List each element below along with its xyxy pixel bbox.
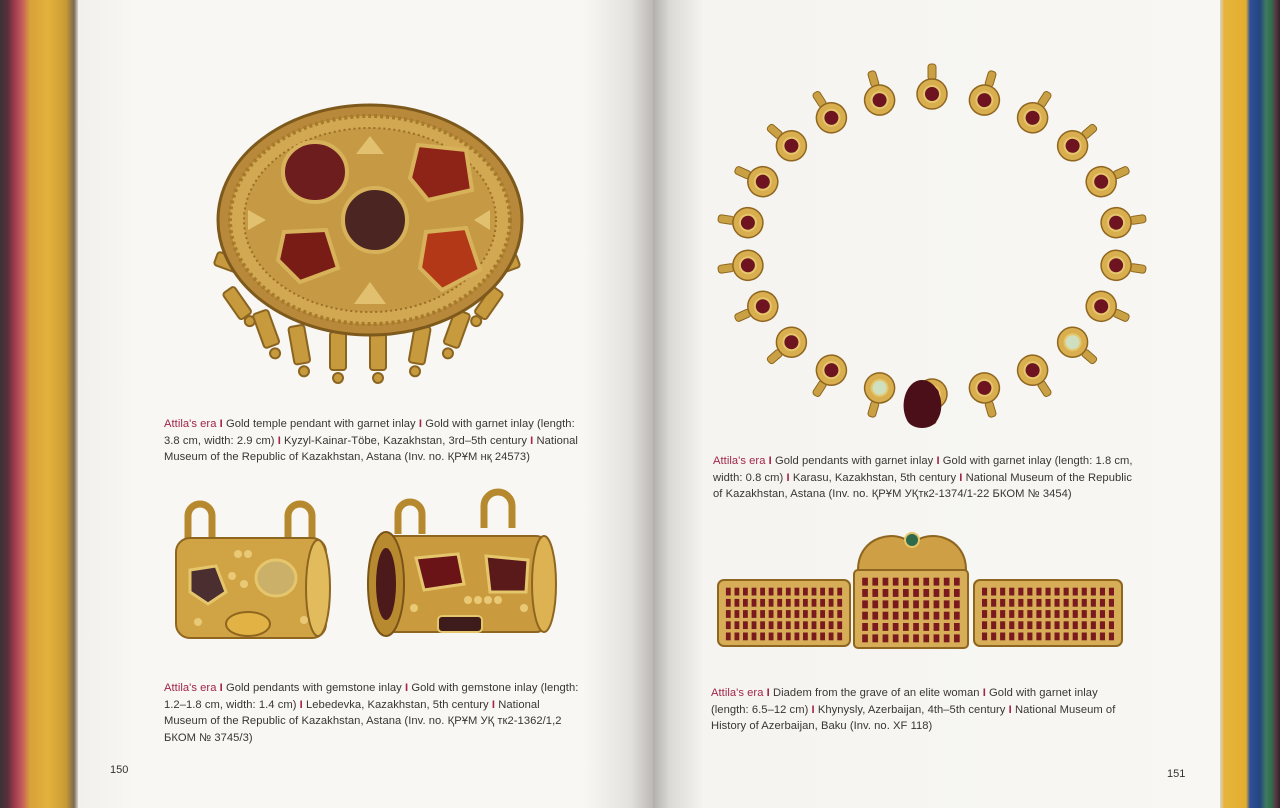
diadem-cell — [903, 623, 909, 631]
diadem-cell — [1000, 588, 1005, 596]
diadem-cell — [812, 621, 817, 629]
diadem-cell — [1027, 599, 1032, 607]
item-museum: National Museum of History of Azerbaijan, Baku (Inv. no. XF 118) — [711, 703, 1116, 732]
garnet-pendant — [716, 248, 765, 284]
diadem-cell — [829, 621, 834, 629]
diadem-cell — [991, 621, 996, 629]
diadem-cell — [944, 634, 950, 642]
era-label: Attila's era — [164, 418, 217, 430]
diadem-cell — [1000, 610, 1005, 618]
diadem-cell — [820, 633, 825, 641]
diadem-cell — [1064, 633, 1069, 641]
diadem-cell — [777, 621, 782, 629]
diadem-cell — [1082, 599, 1087, 607]
diadem-cell — [795, 633, 800, 641]
diadem-cell — [1046, 633, 1051, 641]
item-material: Gold with garnet inlay (length: 6.5–12 cm) — [711, 687, 1098, 716]
diadem-cell — [934, 600, 940, 608]
diadem-cell — [735, 610, 740, 618]
diadem-cell — [726, 633, 731, 641]
diadem-cell — [982, 588, 987, 596]
diadem-image — [716, 526, 1126, 656]
diadem-cell — [837, 621, 842, 629]
diadem-cell — [1000, 599, 1005, 607]
diadem-cell — [923, 589, 929, 597]
diadem-cell — [1027, 621, 1032, 629]
diadem-cell — [1100, 599, 1105, 607]
diadem-cell — [1055, 610, 1060, 618]
diadem-cell — [1009, 633, 1014, 641]
diadem-cell — [944, 612, 950, 620]
garnet-pendant — [1012, 84, 1062, 138]
garnet-pendant — [759, 321, 813, 373]
diadem-cell — [991, 610, 996, 618]
diadem-cell — [1091, 599, 1096, 607]
diadem-cell — [1018, 610, 1023, 618]
diadem-cell — [812, 610, 817, 618]
item-place: Khynysly, Azerbaijan, 4th–5th century — [817, 703, 1006, 716]
diadem-cell — [795, 610, 800, 618]
diadem-cell — [735, 599, 740, 607]
diadem-cell — [903, 600, 909, 608]
diadem-cell — [760, 610, 765, 618]
diadem-cell — [820, 599, 825, 607]
diadem-cell — [1064, 588, 1069, 596]
diadem-cell — [777, 588, 782, 596]
diadem-cell — [786, 588, 791, 596]
diadem-cell — [982, 599, 987, 607]
item-title: Gold pendants with gemstone inlay — [226, 682, 402, 694]
diadem-cell — [795, 621, 800, 629]
diadem-cell — [812, 599, 817, 607]
item-material: Gold with gemstone inlay (length: 1.2–1.8 cm, width: 1.4 cm) — [164, 682, 579, 711]
diadem-cell — [872, 589, 878, 597]
diadem-cell — [752, 599, 757, 607]
diadem-cell — [1000, 633, 1005, 641]
diadem-cell — [1100, 610, 1105, 618]
item-place: Kyzyl-Kainar-Töbe, Kazakhstan, 3rd–5th century — [284, 434, 527, 447]
diadem-cell — [837, 599, 842, 607]
diadem-cell — [726, 599, 731, 607]
diadem-cell — [872, 634, 878, 642]
diadem-cell — [795, 588, 800, 596]
diadem-cell — [982, 633, 987, 641]
diadem-cell — [883, 634, 889, 642]
diadem-cell — [786, 621, 791, 629]
diadem-cell — [1018, 599, 1023, 607]
diadem-cell — [1009, 588, 1014, 596]
temple-pendant-caption: Attila's era I Gold temple pendant with garnet inlay I Gold with garnet inlay (length: 3.8 cm, width: 2.9 cm) I Kyzyl-Kainar-Töbe, Kazakhstan, 3rd–5th century I National Museum of the Republic of Kazakhstan, Astana (Inv. no. ҚРҰМ нқ 24573) — [164, 418, 578, 463]
item-material: Gold with garnet inlay (length: 1.8 cm, width: 0.8 cm) — [713, 455, 1133, 484]
garnet-pendant — [857, 67, 898, 119]
diadem-cell — [812, 588, 817, 596]
diadem-cell — [1100, 588, 1105, 596]
diadem-cell — [1082, 633, 1087, 641]
diadem-cell — [934, 589, 940, 597]
diadem-cell — [1027, 588, 1032, 596]
diadem-cell — [1091, 610, 1096, 618]
diadem-cell — [769, 621, 774, 629]
garnet-pendant — [716, 204, 765, 240]
diadem-cell — [934, 578, 940, 586]
diadem-cell — [1009, 621, 1014, 629]
diadem-cell — [837, 588, 842, 596]
garnet-pendant — [1099, 248, 1148, 284]
diadem-cell — [812, 633, 817, 641]
diadem-cell — [1073, 621, 1078, 629]
diadem-cell — [944, 600, 950, 608]
item-place: Lebedevka, Kazakhstan, 5th century — [306, 698, 489, 711]
diadem-cell — [862, 623, 868, 631]
diadem-cell — [786, 633, 791, 641]
diadem-cell — [777, 633, 782, 641]
diadem-cell — [862, 612, 868, 620]
diadem-cell — [1055, 621, 1060, 629]
diadem-cell — [934, 634, 940, 642]
diadem-cell — [726, 610, 731, 618]
item-title: Gold temple pendant with garnet inlay — [226, 418, 416, 430]
diadem-cell — [954, 634, 960, 642]
diadem-cell — [735, 588, 740, 596]
item-material: Gold with garnet inlay (length: 3.8 cm, width: 2.9 cm) — [164, 418, 575, 447]
item-museum: National Museum of the Republic of Kazakhstan, Astana (Inv. no. ҚРҰМ УҚтк2-1374/1-22 БКОМ № 3454) — [713, 471, 1132, 500]
diadem-cell — [1100, 633, 1105, 641]
diadem-cell — [1064, 599, 1069, 607]
garnet-pendant — [1081, 286, 1134, 332]
diadem-cell — [777, 599, 782, 607]
diadem-cell — [829, 610, 834, 618]
diadem-cell — [1036, 610, 1041, 618]
garnet-pendant — [803, 84, 853, 138]
garnet-pendant — [966, 67, 1007, 119]
diadem-cell — [1091, 621, 1096, 629]
garnet-pendant — [966, 369, 1007, 421]
item-title: Gold pendants with garnet inlay — [775, 455, 934, 467]
diadem-cell — [872, 578, 878, 586]
diadem-cell — [862, 578, 868, 586]
diadem-cell — [1091, 633, 1096, 641]
era-label: Attila's era — [711, 687, 764, 699]
diadem-cell — [837, 610, 842, 618]
diadem-cell — [954, 589, 960, 597]
diadem-cell — [743, 599, 748, 607]
diadem-cell — [944, 589, 950, 597]
diadem-cell — [735, 633, 740, 641]
page-number-left: 150 — [110, 764, 129, 776]
diadem-cell — [954, 623, 960, 631]
diadem-cell — [1073, 588, 1078, 596]
diadem-cell — [1082, 610, 1087, 618]
diadem-cell — [1036, 633, 1041, 641]
diadem-cell — [1018, 621, 1023, 629]
diadem-cell — [760, 588, 765, 596]
diadem-cell — [1009, 610, 1014, 618]
diadem-cell — [944, 578, 950, 586]
garnet-pendant — [917, 64, 947, 109]
diadem-cell — [893, 589, 899, 597]
diadem-cell — [991, 633, 996, 641]
diadem-cell — [883, 589, 889, 597]
diadem-cell — [1000, 621, 1005, 629]
diadem-cell — [1073, 633, 1078, 641]
garnet-pendant — [1099, 204, 1148, 240]
diadem-cell — [1055, 599, 1060, 607]
diadem-cell — [1055, 588, 1060, 596]
item-museum: National Museum of the Republic of Kazakhstan, Astana (Inv. no. ҚРҰМ УҚ тк2-1362/1,2 БКОМ № 3745/3) — [164, 698, 562, 744]
diadem-cell — [726, 621, 731, 629]
diadem-cell — [893, 623, 899, 631]
diadem-cell — [803, 610, 808, 618]
diadem-cell — [752, 588, 757, 596]
temple-pendant-image — [188, 100, 568, 390]
diadem-cell — [777, 610, 782, 618]
diadem-cell — [743, 610, 748, 618]
diadem-cell — [726, 588, 731, 596]
diadem-cell — [913, 600, 919, 608]
diadem-cell — [829, 599, 834, 607]
item-title: Diadem from the grave of an elite woman — [773, 687, 980, 699]
diadem-cell — [735, 621, 740, 629]
diadem-cell — [883, 578, 889, 586]
diadem-cell — [872, 612, 878, 620]
diadem-cell — [1046, 588, 1051, 596]
diadem-cell — [769, 588, 774, 596]
garnet-pendant — [729, 286, 782, 332]
diadem-cell — [893, 634, 899, 642]
diadem-cell — [903, 578, 909, 586]
garnet-pendant — [803, 349, 853, 403]
garnet-pendants-caption: Attila's era I Gold pendants with garnet inlay I Gold with garnet inlay (length: 1.8 cm, width: 0.8 cm) I Karasu, Kazakhstan, 5th century I National Museum of the Republic of Kazakhstan, Astana (Inv. no. ҚРҰМ УҚтк2-1374/1-22 БКОМ № 3454) — [713, 455, 1133, 500]
diadem-cell — [1009, 599, 1014, 607]
diadem-cell — [903, 634, 909, 642]
diadem-cell — [913, 589, 919, 597]
diadem-cell — [862, 600, 868, 608]
diadem-cell — [954, 578, 960, 586]
diadem-cell — [1036, 588, 1041, 596]
diadem-cell — [795, 599, 800, 607]
diadem-cell — [803, 599, 808, 607]
diadem-cell — [820, 621, 825, 629]
diadem-cell — [1100, 621, 1105, 629]
diadem-cell — [1036, 599, 1041, 607]
diadem-cell — [1073, 599, 1078, 607]
diadem-cell — [1109, 610, 1114, 618]
diadem-cell — [1109, 633, 1114, 641]
garnet-pendant — [857, 369, 898, 421]
diadem-cell — [786, 610, 791, 618]
diadem-cell — [820, 588, 825, 596]
diadem-cell — [913, 623, 919, 631]
diadem-cell — [893, 600, 899, 608]
diadem-cell — [934, 612, 940, 620]
diadem-cell — [769, 599, 774, 607]
diadem-cell — [829, 588, 834, 596]
diadem-cell — [862, 589, 868, 597]
garnet-pendant — [729, 156, 782, 202]
diadem-cell — [903, 612, 909, 620]
diadem-cell — [1018, 588, 1023, 596]
gemstone-pendants-caption: Attila's era I Gold pendants with gemstone inlay I Gold with gemstone inlay (length: 1.2–1.8 cm, width: 1.4 cm) I Lebedevka, Kazakhstan, 5th century I National Museum of the Republic of Kazakhstan, Astana (Inv. no. ҚРҰМ УҚ тк2-1362/1,2 БКОМ № 3745/3) — [164, 682, 579, 744]
diadem-cell — [829, 633, 834, 641]
diadem-cell — [1073, 610, 1078, 618]
item-museum: National Museum of the Republic of Kazakhstan, Astana (Inv. no. ҚРҰМ нқ 24573) — [164, 434, 578, 463]
era-label: Attila's era — [164, 682, 217, 694]
diadem-cell — [893, 578, 899, 586]
diadem-cell — [1082, 621, 1087, 629]
diadem-cell — [913, 612, 919, 620]
diadem-cell — [1046, 610, 1051, 618]
gemstone-pendants-image — [168, 488, 568, 648]
diadem-cell — [752, 633, 757, 641]
diadem-cell — [752, 610, 757, 618]
diadem-cell — [991, 588, 996, 596]
item-place: Karasu, Kazakhstan, 5th century — [792, 471, 957, 484]
diadem-cell — [883, 600, 889, 608]
diadem-cell — [1046, 621, 1051, 629]
garnet-pendant — [759, 115, 813, 167]
diadem-cell — [1082, 588, 1087, 596]
era-label: Attila's era — [713, 455, 766, 467]
diadem-cell — [769, 610, 774, 618]
diadem-cell — [923, 578, 929, 586]
diadem-caption: Attila's era I Diadem from the grave of an elite woman I Gold with garnet inlay (length: 6.5–12 cm) I Khynysly, Azerbaijan, 4th–5th century I National Museum of History of Azerbaijan, Baku (Inv. no. XF 118) — [711, 687, 1116, 732]
diadem-cell — [743, 588, 748, 596]
diadem-cell — [803, 588, 808, 596]
diadem-cell — [760, 621, 765, 629]
page-number-right: 151 — [1167, 768, 1186, 780]
garnet-pendant — [1081, 156, 1134, 202]
diadem-cell — [1027, 633, 1032, 641]
left-book-edge — [0, 0, 78, 808]
diadem-cell — [743, 621, 748, 629]
garnet-pendant — [1051, 321, 1105, 373]
diadem-cell — [872, 623, 878, 631]
diadem-cell — [913, 578, 919, 586]
diadem-cell — [923, 612, 929, 620]
diadem-cell — [1027, 610, 1032, 618]
diadem-cell — [982, 610, 987, 618]
diadem-cell — [872, 600, 878, 608]
diadem-cell — [982, 621, 987, 629]
diadem-cell — [1064, 610, 1069, 618]
diadem-cell — [760, 633, 765, 641]
diadem-cell — [923, 634, 929, 642]
diadem-cell — [803, 633, 808, 641]
diadem-cell — [954, 600, 960, 608]
diadem-cell — [923, 600, 929, 608]
diadem-cell — [954, 612, 960, 620]
diadem-cell — [1109, 621, 1114, 629]
diadem-cell — [803, 621, 808, 629]
diadem-cell — [923, 623, 929, 631]
right-book-edge — [1220, 0, 1280, 808]
diadem-cell — [820, 610, 825, 618]
diadem-cell — [862, 634, 868, 642]
diadem-cell — [837, 633, 842, 641]
garnet-pendant — [1012, 349, 1062, 403]
diadem-cell — [913, 634, 919, 642]
diadem-cell — [1018, 633, 1023, 641]
diadem-cell — [934, 623, 940, 631]
diadem-cell — [1036, 621, 1041, 629]
diadem-cell — [991, 599, 996, 607]
diadem-cell — [786, 599, 791, 607]
diadem-cell — [883, 612, 889, 620]
diadem-cell — [1109, 588, 1114, 596]
diadem-cell — [1109, 599, 1114, 607]
diadem-cell — [769, 633, 774, 641]
diadem-cell — [903, 589, 909, 597]
diadem-cell — [1064, 621, 1069, 629]
diadem-cell — [743, 633, 748, 641]
garnet-pendant — [1051, 115, 1105, 167]
diadem-cell — [883, 623, 889, 631]
diadem-cell — [760, 599, 765, 607]
diadem-cell — [1055, 633, 1060, 641]
diadem-cell — [1046, 599, 1051, 607]
diadem-cell — [944, 623, 950, 631]
diadem-cell — [1091, 588, 1096, 596]
diadem-cell — [893, 612, 899, 620]
diadem-cell — [752, 621, 757, 629]
garnet-pendants-ring-image — [712, 68, 1152, 438]
